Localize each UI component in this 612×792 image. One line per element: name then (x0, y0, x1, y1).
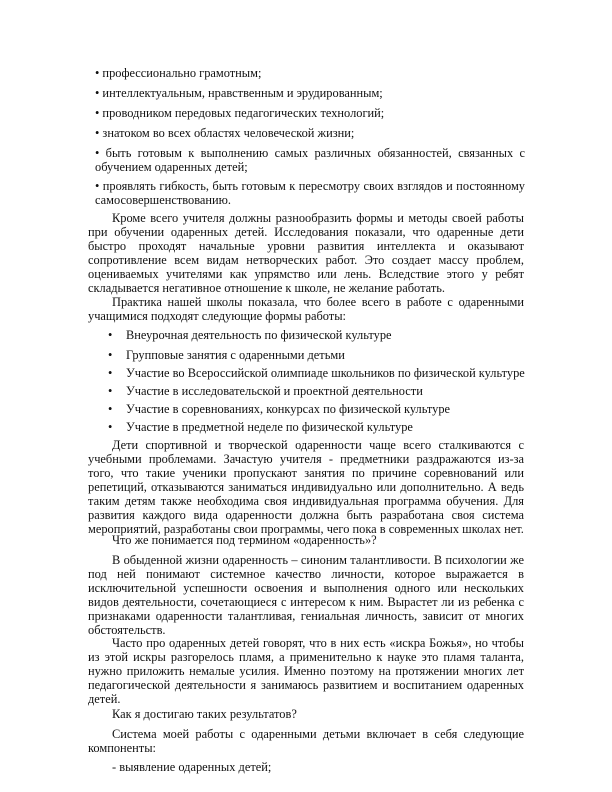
paragraph: В обыденной жизни одаренность – синоним талантливости. В психологии же под ней понимают системное качество личности, которое выражается в исключительной успешности освоения и выполнения одного или нескольких видов деятельности, сочетающиеся с интересом к ним. Вырастет ли из ребенка с признаками одаренности талантливая, гениальная личность, зависит от многих обстоятельств. (88, 552, 524, 637)
paragraph: Практика нашей школы показала, что более всего в работе с одаренными учащимися подходят следующие формы работы: (88, 294, 524, 323)
bullet-glyph: • (108, 365, 113, 380)
component-item: - выявление одаренных детей; (112, 760, 272, 774)
paragraph: Часто про одаренных детей говорят, что в них есть «искра Божья», но чтобы из этой искры разгорелось пламя, а применительно к науке это пламя таланта, нужно приложить немалые усилия. Именно поэтому на протяжении многих лет педагогической деятельности я занимаюсь развитием и воспитанием одаренных детей. (88, 636, 524, 707)
quality-item-long: • проявлять гибкость, быть готовым к пересмотру своих взглядов и постоянному самосовершенствованию. (95, 178, 525, 207)
paragraph: Кроме всего учителя должны разнообразить формы и методы своей работы при обучении одаренных детей. Исследования показали, что одаренные дети быстро проходят начальные уровни развития интеллекта и оказывают сопротивление всем видам нетворческих работ. Это создает массу проблем, оцениваемых учителями как упрямство или лень. Вследствие этого у ребят складывается негативное отношение к школе, не желание работать. (88, 211, 524, 296)
quality-item: • знатоком во всех областях человеческой жизни; (95, 125, 355, 140)
paragraph: Дети спортивной и творческой одаренности чаще всего сталкиваются с учебными проблемами. Зачастую учителя - предметники раздражаются из-за того, что такие ученики пропускают занятия по причине соревнований или репетиций, отказываются заниматься индивидуально или дополнительно. А ведь таким детям также необходима своя индивидуальная программа обучения. Для развития каждого вида одаренности должна быть разработана своя система мероприятий, разработаны свои программы, чего пока в современных школах нет. (88, 438, 524, 537)
question-line: Что же понимается под термином «одаренность»? (112, 532, 377, 547)
bullet-glyph: • (108, 347, 113, 362)
list-item: • Участие в исследовательской и проектной деятельности (108, 383, 423, 398)
list-item: • Участие во Всероссийской олимпиаде школьников по физической культуре (108, 365, 525, 380)
list-item: • Внеурочная деятельность по физической культуре (108, 327, 392, 342)
list-item: • Участие в предметной неделе по физической культуре (108, 420, 413, 435)
bullet-glyph: • (108, 402, 113, 417)
bullet-glyph: • (108, 420, 113, 435)
paragraph: Система моей работы с одаренными детьми включает в себя следующие компоненты: (88, 727, 524, 756)
bullet-glyph: • (108, 327, 113, 342)
quality-item: • проводником передовых педагогических технологий; (95, 105, 385, 120)
quality-item: • интеллектуальным, нравственным и эрудированным; (95, 85, 383, 100)
quality-item-long: • быть готовым к выполнению самых различных обязанностей, связанных с обучением одаренных детей; (95, 145, 525, 174)
question-line: Как я достигаю таких результатов? (112, 707, 297, 722)
list-item: • Участие в соревнованиях, конкурсах по физической культуре (108, 402, 451, 417)
quality-item: • профессионально грамотным; (95, 66, 262, 80)
bullet-glyph: • (108, 383, 113, 398)
list-item: • Групповые занятия с одаренными детьми (108, 347, 345, 362)
